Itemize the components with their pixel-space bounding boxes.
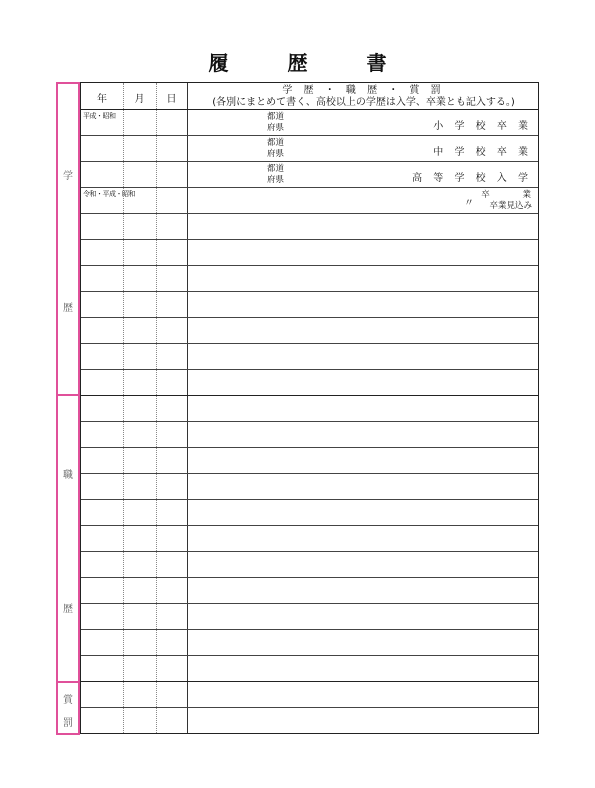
prefecture-line1: 都道 <box>267 164 285 174</box>
prefecture-line2: 府県 <box>267 175 285 185</box>
prefecture-label <box>267 164 284 186</box>
history-table <box>80 82 539 734</box>
section-work-char-1: 職 <box>63 470 73 481</box>
prefecture-line2: 府県 <box>267 149 285 159</box>
row-divider <box>81 551 538 552</box>
section-work <box>56 394 80 683</box>
section-education <box>56 82 80 396</box>
era-label: 平成・昭和 <box>83 112 116 120</box>
title-char-3: 書 <box>366 51 387 75</box>
row-divider <box>81 499 538 500</box>
row-divider <box>81 421 538 422</box>
elementary-graduation: 小 学 校 卒 業 <box>433 121 532 132</box>
header-year: 年 <box>97 94 107 105</box>
page-title <box>0 47 595 76</box>
row-divider <box>81 135 538 136</box>
row-divider <box>81 655 538 656</box>
section-work-char-2: 歴 <box>63 604 73 615</box>
column-divider <box>156 83 157 733</box>
prefecture-label <box>267 112 284 134</box>
row-divider <box>81 603 538 604</box>
row-divider <box>81 681 538 682</box>
section-awards <box>56 681 80 735</box>
section-education-char-1: 学 <box>63 171 73 182</box>
row-divider <box>81 629 538 630</box>
row-divider <box>81 109 538 110</box>
row-divider <box>81 343 538 344</box>
row-divider <box>81 369 538 370</box>
section-education-char-2: 歴 <box>63 303 73 314</box>
prefecture-line1: 都道 <box>267 138 285 148</box>
junior-graduation: 中 学 校 卒 業 <box>433 147 532 158</box>
column-divider <box>187 83 188 733</box>
row-divider <box>81 187 538 188</box>
row-divider <box>81 291 538 292</box>
header-content-note: (各別にまとめて書く、高校以上の学歴は入学、卒業とも記入する。) <box>212 97 515 108</box>
row-divider <box>81 265 538 266</box>
row-divider <box>81 447 538 448</box>
row-divider <box>81 577 538 578</box>
row-divider <box>81 213 538 214</box>
header-month: 月 <box>134 94 145 105</box>
row-divider <box>81 161 538 162</box>
graduation-label: 卒 業 <box>481 190 532 200</box>
header-content <box>187 85 540 109</box>
graduation-status <box>481 190 532 212</box>
title-char-2: 歴 <box>287 51 308 75</box>
row-divider <box>81 707 538 708</box>
ditto-mark: 〃 <box>464 198 474 209</box>
prefecture-label <box>267 138 284 160</box>
era-label: 令和・平成・昭和 <box>83 190 135 198</box>
header-day: 日 <box>166 94 177 105</box>
section-awards-char-2: 罰 <box>63 718 73 729</box>
row-divider <box>81 525 538 526</box>
row-divider <box>81 395 538 396</box>
high-school-entry: 高 等 学 校 入 学 <box>412 173 532 184</box>
row-divider <box>81 473 538 474</box>
row-divider <box>81 239 538 240</box>
graduation-expected-label: 卒業見込み <box>489 201 532 211</box>
title-char-1: 履 <box>208 51 229 75</box>
header-content-title: 学 歴 ・ 職 歴 ・ 賞 罰 <box>282 85 445 96</box>
column-divider <box>123 83 124 733</box>
prefecture-line1: 都道 <box>267 112 285 122</box>
prefecture-line2: 府県 <box>267 123 285 133</box>
section-awards-char-1: 賞 <box>63 695 73 706</box>
row-divider <box>81 317 538 318</box>
